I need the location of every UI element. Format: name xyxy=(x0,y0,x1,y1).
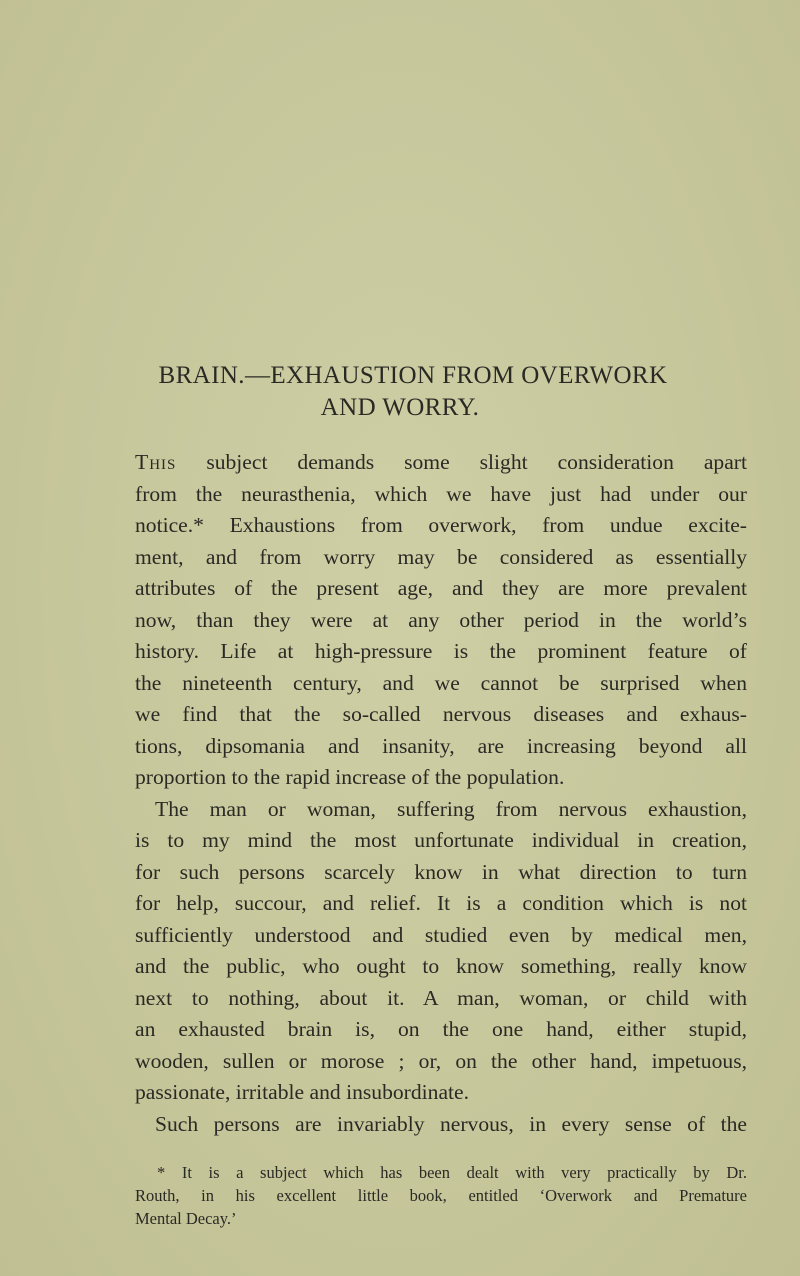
text-line: wooden, sullen or morose ; or, on the other hand, impetuous, xyxy=(135,1048,747,1073)
text-line: for such persons scarcely know in what direction to turn xyxy=(135,859,747,884)
footnote-line: * It is a subject which has been dealt with very practically by Dr. xyxy=(157,1163,747,1182)
footnote-line: Mental Decay.’ xyxy=(135,1209,237,1228)
text-line-content: subject demands some slight consideration apart xyxy=(206,450,747,474)
text-line xyxy=(135,447,747,479)
text-line: and the public, who ought to know something, really know xyxy=(135,954,747,978)
text-line: we find that the so-called nervous diseases and exhaus- xyxy=(135,702,747,726)
text-line: history. Life at high-pressure is the prominent feature of xyxy=(135,639,747,663)
text-line: ment, and from worry may be considered as essentially xyxy=(135,544,747,569)
text-line: tions, dipsomania and insanity, are increasing beyond all xyxy=(135,733,747,758)
lead-word: This xyxy=(135,450,177,474)
heading-line-1: BRAIN.—EXHAUSTION FROM OVERWORK xyxy=(158,362,668,389)
text-line: attributes of the present age, and they are more prevalent xyxy=(135,576,747,600)
text-line: sufficiently understood and studied even by medical men, xyxy=(135,922,747,947)
body-text xyxy=(135,447,747,1140)
text-line: The man or woman, suffering from nervous exhaustion, xyxy=(155,796,747,821)
heading-line-2: AND WORRY. xyxy=(320,394,480,421)
text-line: an exhausted brain is, on the one hand, either stupid, xyxy=(135,1017,747,1041)
chapter-heading xyxy=(0,360,800,424)
text-line: the nineteenth century, and we cannot be surprised when xyxy=(135,670,747,695)
text-line: now, than they were at any other period in the world’s xyxy=(135,607,747,632)
text-line: from the neurasthenia, which we have just had under our xyxy=(135,481,747,506)
text-line: proportion to the rapid increase of the population. xyxy=(135,765,565,789)
footnote xyxy=(135,1161,747,1230)
footnote-line: Routh, in his excellent little book, entitled ‘Overwork and Premature xyxy=(135,1186,747,1205)
text-line: is to my mind the most unfortunate individual in creation, xyxy=(135,828,747,852)
text-line: passionate, irritable and insubordinate. xyxy=(135,1080,470,1104)
text-line: for help, succour, and relief. It is a condition which is not xyxy=(135,891,747,915)
text-line: Such persons are invariably nervous, in every sense of the xyxy=(155,1111,747,1136)
text-line: notice.* Exhaustions from overwork, from undue excite- xyxy=(135,513,747,537)
text-line: next to nothing, about it. A man, woman, or child with xyxy=(135,985,747,1010)
